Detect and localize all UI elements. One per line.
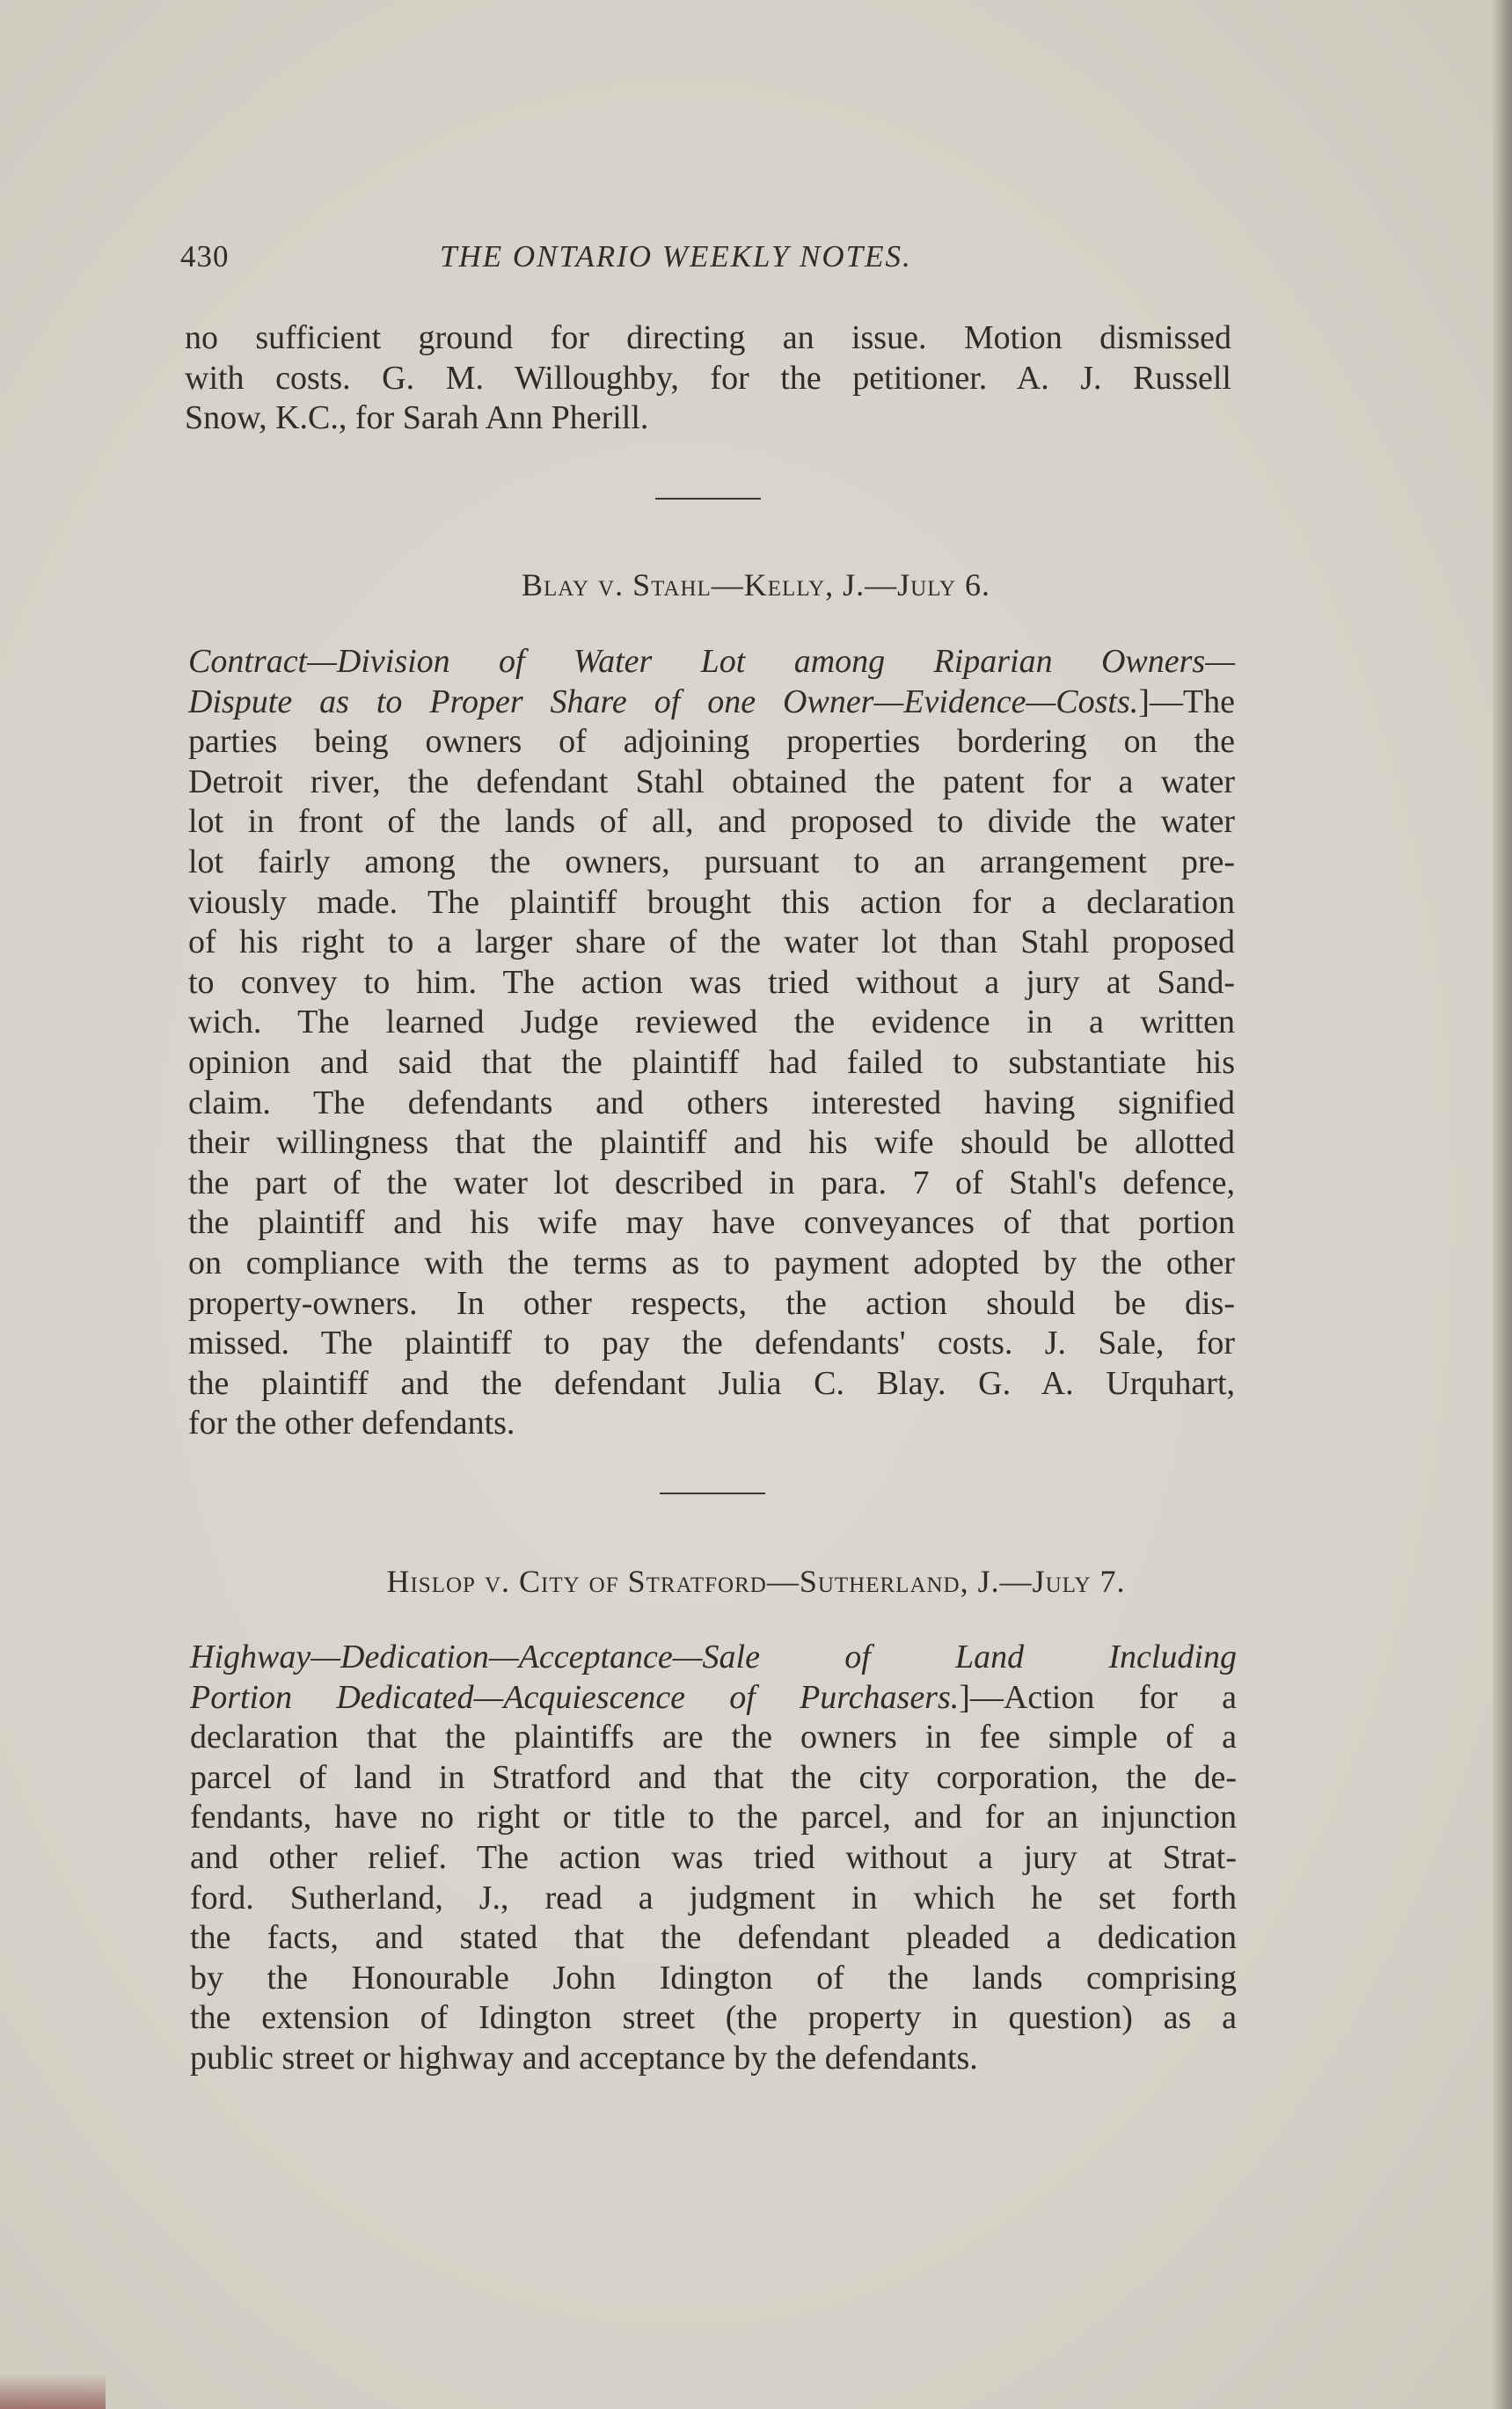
- text-line: [188, 1404, 1235, 1444]
- body-text: by the Honourable John Idington of the lands comprising: [190, 1959, 1237, 1997]
- body-text: parcel of land in Stratford and that the city corporation, the de-: [190, 1758, 1237, 1796]
- body-text: public street or highway and acceptance by the defendants.: [190, 2039, 978, 2077]
- text-line: [190, 1718, 1237, 1758]
- body-text: ]—The: [1138, 683, 1235, 720]
- headnote-italic: Portion Dedicated—Acquiescence of Purchasers.: [190, 1678, 960, 1716]
- body-text: claim. The defendants and others interested having signified: [188, 1084, 1235, 1121]
- body-text: and other relief. The action was tried without a jury at Strat-: [190, 1838, 1237, 1876]
- text-line: [190, 1959, 1237, 1999]
- case-body-blay-v-stahl: [188, 642, 1235, 1444]
- body-text: the part of the water lot described in para. 7 of Stahl's defence,: [188, 1164, 1235, 1201]
- body-text: ford. Sutherland, J., read a judgment in which he set forth: [190, 1879, 1237, 1916]
- text-line: [190, 1758, 1237, 1799]
- binding-corner: [0, 2374, 106, 2409]
- body-text: fendants, have no right or title to the parcel, and for an injunction: [190, 1799, 1237, 1836]
- page-number: 430: [180, 239, 230, 274]
- text-line: [190, 1798, 1237, 1838]
- body-text: parties being owners of adjoining properties bordering on the: [188, 723, 1235, 761]
- section-divider: [660, 1493, 765, 1494]
- body-text: the plaintiff and the defendant Julia C. Blay. G. A. Urquhart,: [188, 1364, 1235, 1402]
- text-line: [188, 1284, 1235, 1325]
- body-text: Detroit river, the defendant Stahl obtained the patent for a water: [188, 763, 1235, 800]
- text-line: [188, 1164, 1235, 1204]
- text-line: [188, 963, 1235, 1004]
- text-line: [188, 843, 1235, 883]
- body-text: to convey to him. The action was tried without a jury at Sand-: [188, 963, 1235, 1001]
- text-line: Snow, K.C., for Sarah Ann Pherill.: [185, 399, 649, 437]
- text-line: [188, 722, 1235, 763]
- case-title-blay-v-stahl: Blay v. Stahl—Kelly, J.—July 6.: [521, 567, 991, 602]
- body-text: lot in front of the lands of all, and proposed to divide the water: [188, 803, 1235, 841]
- body-text: declaration that the plaintiffs are the owners in fee simple of a: [190, 1719, 1237, 1756]
- body-text: their willingness that the plaintiff and his wife should be allotted: [188, 1124, 1235, 1162]
- text-line: [190, 1678, 1237, 1719]
- headnote-italic: Highway—Dedication—Acceptance—Sale of Land Including: [190, 1639, 1237, 1675]
- text-line: [188, 802, 1235, 843]
- text-line: [188, 763, 1235, 803]
- text-line: [190, 1838, 1237, 1879]
- case-title-hislop-v-stratford: Hislop v. City of Stratford—Sutherland, J.—July 7.: [386, 1564, 1126, 1599]
- text-line: no sufficient ground for directing an issue. Motion dismissed: [185, 319, 1231, 356]
- text-line: [188, 1123, 1235, 1164]
- page-edge-shadow: [1493, 0, 1512, 2409]
- body-text: missed. The plaintiff to pay the defendants' costs. J. Sale, for: [188, 1325, 1235, 1362]
- section-divider: [655, 498, 761, 500]
- intro-paragraph: [185, 318, 1231, 439]
- text-line: [188, 1003, 1235, 1043]
- body-text: property-owners. In other respects, the action should be dis-: [188, 1284, 1235, 1322]
- text-line: [190, 2039, 1237, 2079]
- text-line: [188, 1244, 1235, 1284]
- text-line: [188, 642, 1235, 683]
- body-text: the facts, and stated that the defendant pleaded a dedication: [190, 1919, 1237, 1957]
- text-line: [188, 1084, 1235, 1124]
- body-text: the extension of Idington street (the property in question) as a: [190, 1999, 1237, 2037]
- text-line: [188, 1364, 1235, 1405]
- body-text: viously made. The plaintiff brought this action for a declaration: [188, 883, 1235, 921]
- text-line: [190, 1879, 1237, 1919]
- body-text: for the other defendants.: [188, 1405, 515, 1442]
- journal-title: THE ONTARIO WEEKLY NOTES.: [440, 239, 912, 274]
- body-text: ]—Action for a: [959, 1678, 1237, 1716]
- body-text: on compliance with the terms as to payment adopted by the other: [188, 1244, 1235, 1281]
- text-line: with costs. G. M. Willoughby, for the petitioner. A. J. Russell: [185, 359, 1231, 397]
- case-body-hislop-v-stratford: [190, 1638, 1237, 2079]
- text-line: [188, 923, 1235, 963]
- text-line: [190, 1998, 1237, 2039]
- text-line: [188, 683, 1235, 723]
- text-line: [190, 1918, 1237, 1959]
- headnote-italic: Dispute as to Proper Share of one Owner—Evidence—Costs.: [188, 683, 1139, 720]
- body-text: lot fairly among the owners, pursuant to an arrangement pre-: [188, 843, 1235, 880]
- body-text: opinion and said that the plaintiff had failed to substantiate his: [188, 1043, 1235, 1081]
- text-line: [188, 1043, 1235, 1084]
- text-line: [188, 1324, 1235, 1364]
- text-line: [190, 1638, 1237, 1678]
- body-text: wich. The learned Judge reviewed the evidence in a written: [188, 1004, 1235, 1041]
- text-line: [188, 883, 1235, 923]
- headnote-italic: Contract—Division of Water Lot among Riparian Owners—: [188, 643, 1235, 680]
- body-text: of his right to a larger share of the water lot than Stahl proposed: [188, 923, 1235, 961]
- body-text: the plaintiff and his wife may have conveyances of that portion: [188, 1204, 1235, 1242]
- text-line: [188, 1203, 1235, 1244]
